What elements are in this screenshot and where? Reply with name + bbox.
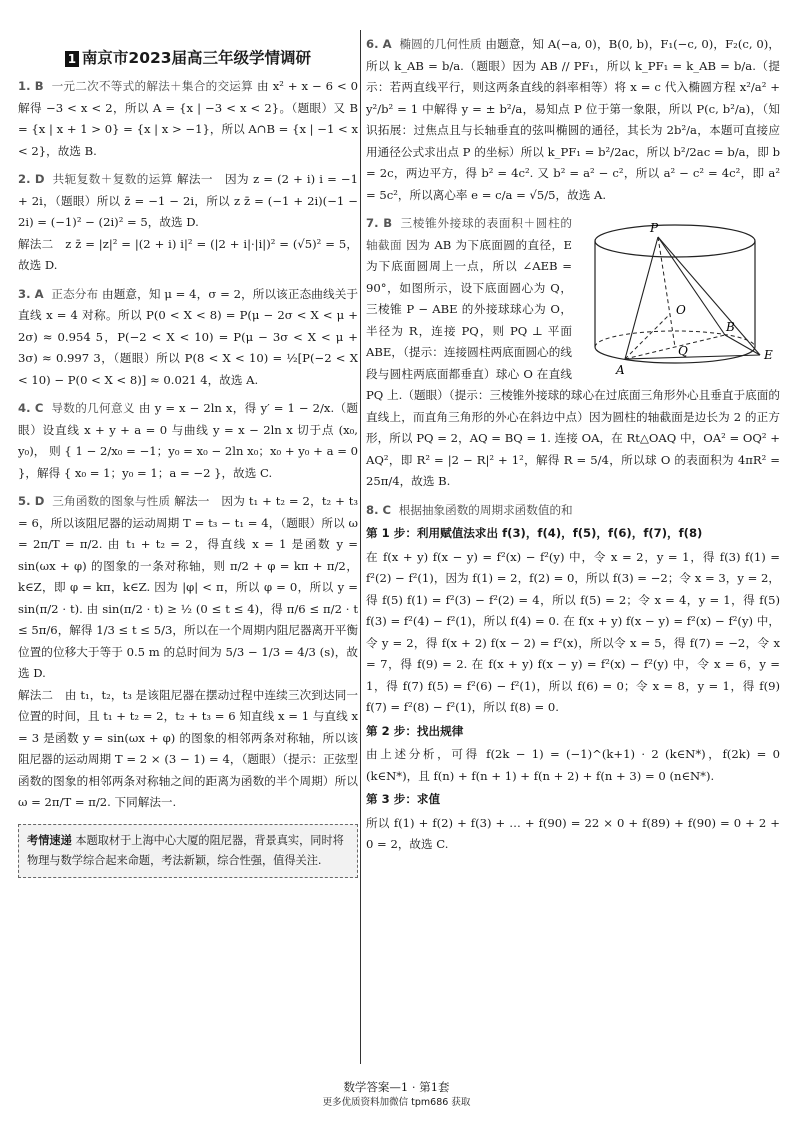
answer-4 xyxy=(18,398,358,484)
answer-8-step-3: 所以 f(1) + f(2) + f(3) + … + f(90) = 22 × 0 + f(89) + f(90) = 0 + 2 + 0 = 2，故选 C. xyxy=(366,815,780,851)
footer-page-number: 数学答案—1 · 第1套 xyxy=(343,1080,450,1094)
answer-1-text: 由 x² + x − 6 < 0 解得 −3 < x < 2，所以 A = {x | −3 < x < 2}。（题眼）又 B = {x | x + 1 > 0} = {x | x > −1}，所以 A∩B = {x | −1 < x < 2}，故选 B. xyxy=(18,79,359,158)
left-column xyxy=(18,34,358,1062)
answer-4-system: 则 { 1 − 2/x₀ = −1；y₀ = x₀ − 2ln x₀；x₀ + y₀ + a = 0 }，解得 { x₀ = 1；y₀ = 1；a = −2 }，故选 C. xyxy=(18,444,358,480)
answer-7-topic: 三棱锥外接球的表面积＋圆柱的轴截面 xyxy=(366,216,572,252)
answer-8-step-2: 由上述分析，可得 f(2k − 1) = (−1)^(k+1) · 2 (k∈N*)，f(2k) = 0 (k∈N*)，且 f(n) + f(n + 1) + f(n + 2) + f(n + 3) = 0 (n∈N*). xyxy=(366,747,780,783)
answer-7-text: 因为 AB 为下底面圆的直径，E 为下底面圆周上一点，所以 ∠AEB = 90°，如图所示，设下底面圆心为 Q，三棱锥 P − ABE 的外接球球心为 O，半径为 R，连接 PQ，则 PQ ⊥ 平面 ABE，（提示：连接圆柱两底面圆心的线段与圆柱两底面都垂直）球心 O 在直线 PQ 上.（题眼）（提示：三棱锥外接球的球心在过底面三角形外心且垂直于底面的直线上，而直角三角形的外心在斜边中点）因为圆柱的轴截面是边长为 2 的正方形，所以 PQ = 2，AQ = BQ = 1. 连接 OA，在 Rt△OAQ 中，OA² = OQ² + AQ²，即 R² = |2 − R|² + 1²，解得 R = 5/4，所以球 O 的表面积为 4πR² = 25π/4，故选 B. xyxy=(366,237,780,488)
footer-note: 更多优质资料加微信 tpm686 获取 xyxy=(322,1097,471,1108)
answer-3 xyxy=(18,284,358,392)
answer-3-label: 3. A xyxy=(18,286,44,301)
answer-8-step-3-title: 第 3 步：求值 xyxy=(366,792,441,806)
answer-8-label: 8. C xyxy=(366,502,392,517)
segment-OA xyxy=(625,314,670,359)
exam-tip-text: 本题取材于上海中心大厦的阻尼器，背景真实，同时将物理与数学综合起来命题，考法新颖，综合性强，值得关注. xyxy=(27,833,344,867)
answer-4-text: 由 y = x − 2ln x，得 y′ = 1 − 2/x.（题眼）设直线 x + y + a = 0 与曲线 y = x − 2ln x 切于点 (x₀, y₀)， xyxy=(18,401,358,458)
exam-tip-heading: 考情速递 xyxy=(27,833,72,847)
diameter-AB xyxy=(625,335,725,359)
right-column xyxy=(366,34,780,1062)
answer-5 xyxy=(18,491,358,814)
answer-7 xyxy=(366,213,780,493)
answer-1-label: 1. B xyxy=(18,79,44,93)
answer-2 xyxy=(18,169,358,277)
answer-8-step-1: 在 f(x + y) f(x − y) = f²(x) − f²(y) 中，令 x = 2，y = 1，得 f(3) f(1) = f²(2) − f²(1)，因为 f(1) = 2，f(2) = 0，所以 f(3) = −2；令 x = 3，y = 2，得 f(5) f(1) = f²(3) − f²(2) = 4，所以 f(5) = 2；令 x = 4，y = 1，得 f(5) f(3) = f²(4) − f²(1)，所以 f(4) = 0. 在 f(x + y) f(x − y) = f²(x) − f²(y) 中，令 y = 2，得 f(x + 2) f(x − 2) = f²(x)，所以令 x = 5，得 f(7) = −2，令 x = 7，得 f(9) = 2. 在 f(x + y) f(x − y) = f²(x) − f²(y) 中，令 x = 6，y = 1，得 f(7) f(5) = f²(6) − f²(1)，所以 f(6) = 0；令 x = 8，y = 1，得 f(9) f(7) = f²(8) − f²(1)，所以 f(8) = 0. xyxy=(366,549,780,714)
title-badge: 1 xyxy=(65,51,79,67)
column-divider xyxy=(360,30,361,1064)
answer-2-label: 2. D xyxy=(18,172,45,186)
top-ellipse xyxy=(595,225,755,257)
answer-6-topic: 椭圆的几何性质 xyxy=(399,37,482,51)
answer-6 xyxy=(366,34,780,206)
answer-3-topic: 正态分布 xyxy=(51,286,99,301)
answer-8-step-1-title: 第 1 步：利用赋值法求出 f(3)，f(4)，f(5)，f(6)，f(7)，f(8) xyxy=(366,526,703,540)
page-title xyxy=(18,46,358,68)
answer-6-label: 6. A xyxy=(366,37,392,51)
answer-1-topic: 一元二次不等式的解法＋集合的交运算 xyxy=(51,79,253,93)
answer-5-label: 5. D xyxy=(18,494,45,508)
answer-6-text: 由题意，知 A(−a, 0)，B(0, b)，F₁(−c, 0)，F₂(c, 0)，所以 k_AB = b/a.（题眼）因为 AB // PF₁，所以 k_PF₁ = k_AB = b/a.（提示：若两直线平行，则这两条直线的斜率相等）将 x = c 代入椭圆方程 x²/a² + y²/b² = 1 中解得 y = ± b²/a，易知点 P 位于第一象限，所以 P(c, b²/a)，（知识拓展：过焦点且与长轴垂直的弦叫椭圆的通径，其长为 2b²/a，本题可直接应用通径公式求出点 P 的坐标）所以 k_PF₁ = b²/2ac，所以 b²/2ac = b/a，即 b = 2c，两边平方，得 b² = 4c². 又 b² = a² − c²，所以 a² − c² = 4c²，即 a² = 5c²，所以离心率 e = c/a = √5/5，故选 A. xyxy=(366,37,780,202)
answer-8-topic: 根据抽象函数的周期求函数值的和 xyxy=(398,502,573,517)
answer-5-topic: 三角函数的图象与性质 xyxy=(52,494,171,508)
point-label-A: A xyxy=(616,363,625,377)
answer-7-label: 7. B xyxy=(366,216,393,230)
answer-2-method-1: 解法一 因为 z = (2 + i) i = −1 + 2i，（题眼）所以 z̄ = −1 − 2i，所以 z z̄ = (−1 + 2i)(−1 − 2i) = (−1)² − (2i)² = 5，故选 D. xyxy=(18,172,358,229)
point-label-Q: Q xyxy=(678,344,688,358)
answer-5-method-2: 解法二 由 t₁，t₂，t₃ 是该阻尼器在摆动过程中连续三次到达同一位置的时间，且 t₁ + t₂ = 2，t₂ + t₃ = 6 知直线 x = 1 与直线 x = 3 是函数 y = sin(ωx + φ) 的图象的相邻两条对称轴，所以该阻尼器的运动周期 T = 2 × (3 − 1) = 4，（题眼）（提示：正弦型函数的图象的相邻两条对称轴之间的距离为函数的半个周期）所以 ω = 2π/T = π/2. 下同解法一. xyxy=(18,687,358,809)
bottom-ellipse-front xyxy=(595,347,755,363)
cylinder-figure xyxy=(580,219,780,379)
answer-2-method-2: 解法二 z z̄ = |z|² = |(2 + i) i|² = (|2 + i|·|i|)² = (√5)² = 5，故选 D. xyxy=(18,236,358,272)
answer-2-topic: 共轭复数＋复数的运算 xyxy=(52,172,173,186)
point-label-B: B xyxy=(726,320,735,334)
answer-8-step-2-title: 第 2 步：找出规律 xyxy=(366,723,464,738)
exam-tip-box xyxy=(18,824,358,878)
answer-4-label: 4. C xyxy=(18,401,44,415)
point-label-P: P xyxy=(650,221,659,235)
answer-3-text: 由题意，知 μ = 4，σ = 2，所以该正态曲线关于直线 x = 4 对称。所以 P(0 < X < 8) = P(μ − 2σ < X < μ + 2σ) ≈ 0.954 5，P(−2 < X < 10) = P(μ − 3σ < X < μ + 3σ) ≈ 0.997 3，（题眼）所以 P(8 < X < 10) = ½[P(−2 < X < 10) − P(0 < X < 8)] ≈ 0.021 4，故选 A. xyxy=(18,286,358,387)
answer-8 xyxy=(366,500,780,856)
title-text: 南京市2023届高三年级学情调研 xyxy=(81,49,312,67)
point-label-E: E xyxy=(764,348,773,362)
answer-1 xyxy=(18,76,358,162)
answer-4-topic: 导数的几何意义 xyxy=(51,401,135,415)
point-label-O: O xyxy=(676,303,686,317)
answer-5-method-1: 解法一 因为 t₁ + t₂ = 2，t₂ + t₃ = 6，所以该阻尼器的运动周期 T = t₃ − t₁ = 4，（题眼）所以 ω = 2π/T = π/2. 由 t₁ + t₂ = 2，得直线 x = 1 是函数 y = sin(ωx + φ) 的图象的一条对称轴，则 π/2 + φ = kπ + π/2，k∈Z，即 φ = kπ，k∈Z. 因为 |φ| < π，所以 φ = 0，所以 y = sin(π/2 · t). 由 sin(π/2 · t) ≥ ½ (0 ≤ t ≤ 4)，得 π/6 ≤ π/2 · t ≤ 5π/6，解得 1/3 ≤ t ≤ 5/3，所以在一个周期内阻尼器离开平衡位置的位移大于等于 0.5 m 的总时间为 5/3 − 1/3 = 4/3 (s)，故选 D. xyxy=(18,494,359,680)
edge-PB xyxy=(658,237,725,335)
page-footer xyxy=(0,1080,793,1110)
